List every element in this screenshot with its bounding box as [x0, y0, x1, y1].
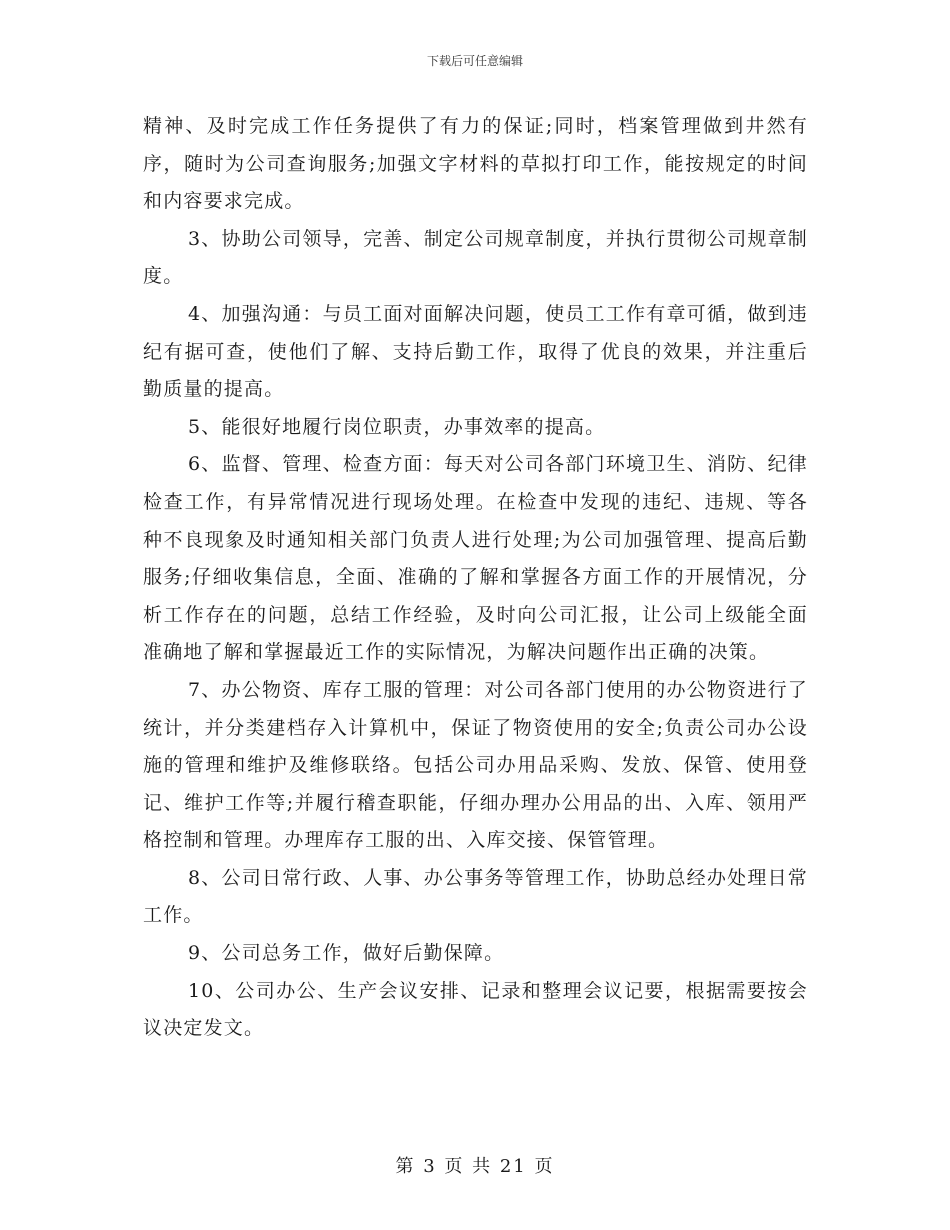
paragraph-item-10: 10、公司办公、生产会议安排、记录和整理会议记要，根据需要按会议决定发文。 — [143, 979, 808, 1040]
document-body — [143, 108, 808, 1048]
paragraph-item-6: 6、监督、管理、检查方面：每天对公司各部门环境卫生、消防、纪律检查工作，有异常情况进行现场处理。在检查中发现的违纪、违规、等各种不良现象及时通知相关部门负责人进行处理;为公司加强管理、提高后勤服务;仔细收集信息，全面、准确的了解和掌握各方面工作的开展情况，分析工作存在的问题，总结工作经验，及时向公司汇报，让公司上级能全面准确地了解和掌握最近工作的实际情况，为解决问题作出正确的决策。 — [143, 453, 808, 664]
paragraph-item-7: 7、办公物资、库存工服的管理：对公司各部门使用的办公物资进行了统计，并分类建档存入计算机中，保证了物资使用的安全;负责公司办公设施的管理和维护及维修联络。包括公司办用品采购、发放、保管、使用登记、维护工作等;并履行稽查职能，仔细办理办公用品的出、入库、领用严格控制和管理。办理库存工服的出、入库交接、保管管理。 — [143, 678, 808, 852]
paragraph-item-9: 9、公司总务工作，做好后勤保障。 — [188, 942, 505, 965]
paragraph-item-3: 3、协助公司领导，完善、制定公司规章制度，并执行贯彻公司规章制度。 — [143, 227, 808, 288]
page-number-footer: 第 3 页 共 21 页 — [395, 1156, 555, 1177]
paragraph-item-4: 4、加强沟通：与员工面对面解决问题，使员工工作有章可循，做到违纪有据可查，使他们了解、支持后勤工作，取得了优良的效果，并注重后勤质量的提高。 — [143, 302, 808, 401]
page-header: 下载后可任意编辑 — [426, 54, 523, 68]
paragraph-item-8: 8、公司日常行政、人事、办公事务等管理工作，协助总经办处理日常工作。 — [143, 866, 808, 927]
paragraph-item-5: 5、能很好地履行岗位职责，办事效率的提高。 — [188, 415, 606, 438]
paragraph-continuation: 精神、及时完成工作任务提供了有力的保证;同时，档案管理做到井然有序，随时为公司查询服务;加强文字材料的草拟打印工作，能按规定的时间和内容要求完成。 — [143, 115, 808, 213]
